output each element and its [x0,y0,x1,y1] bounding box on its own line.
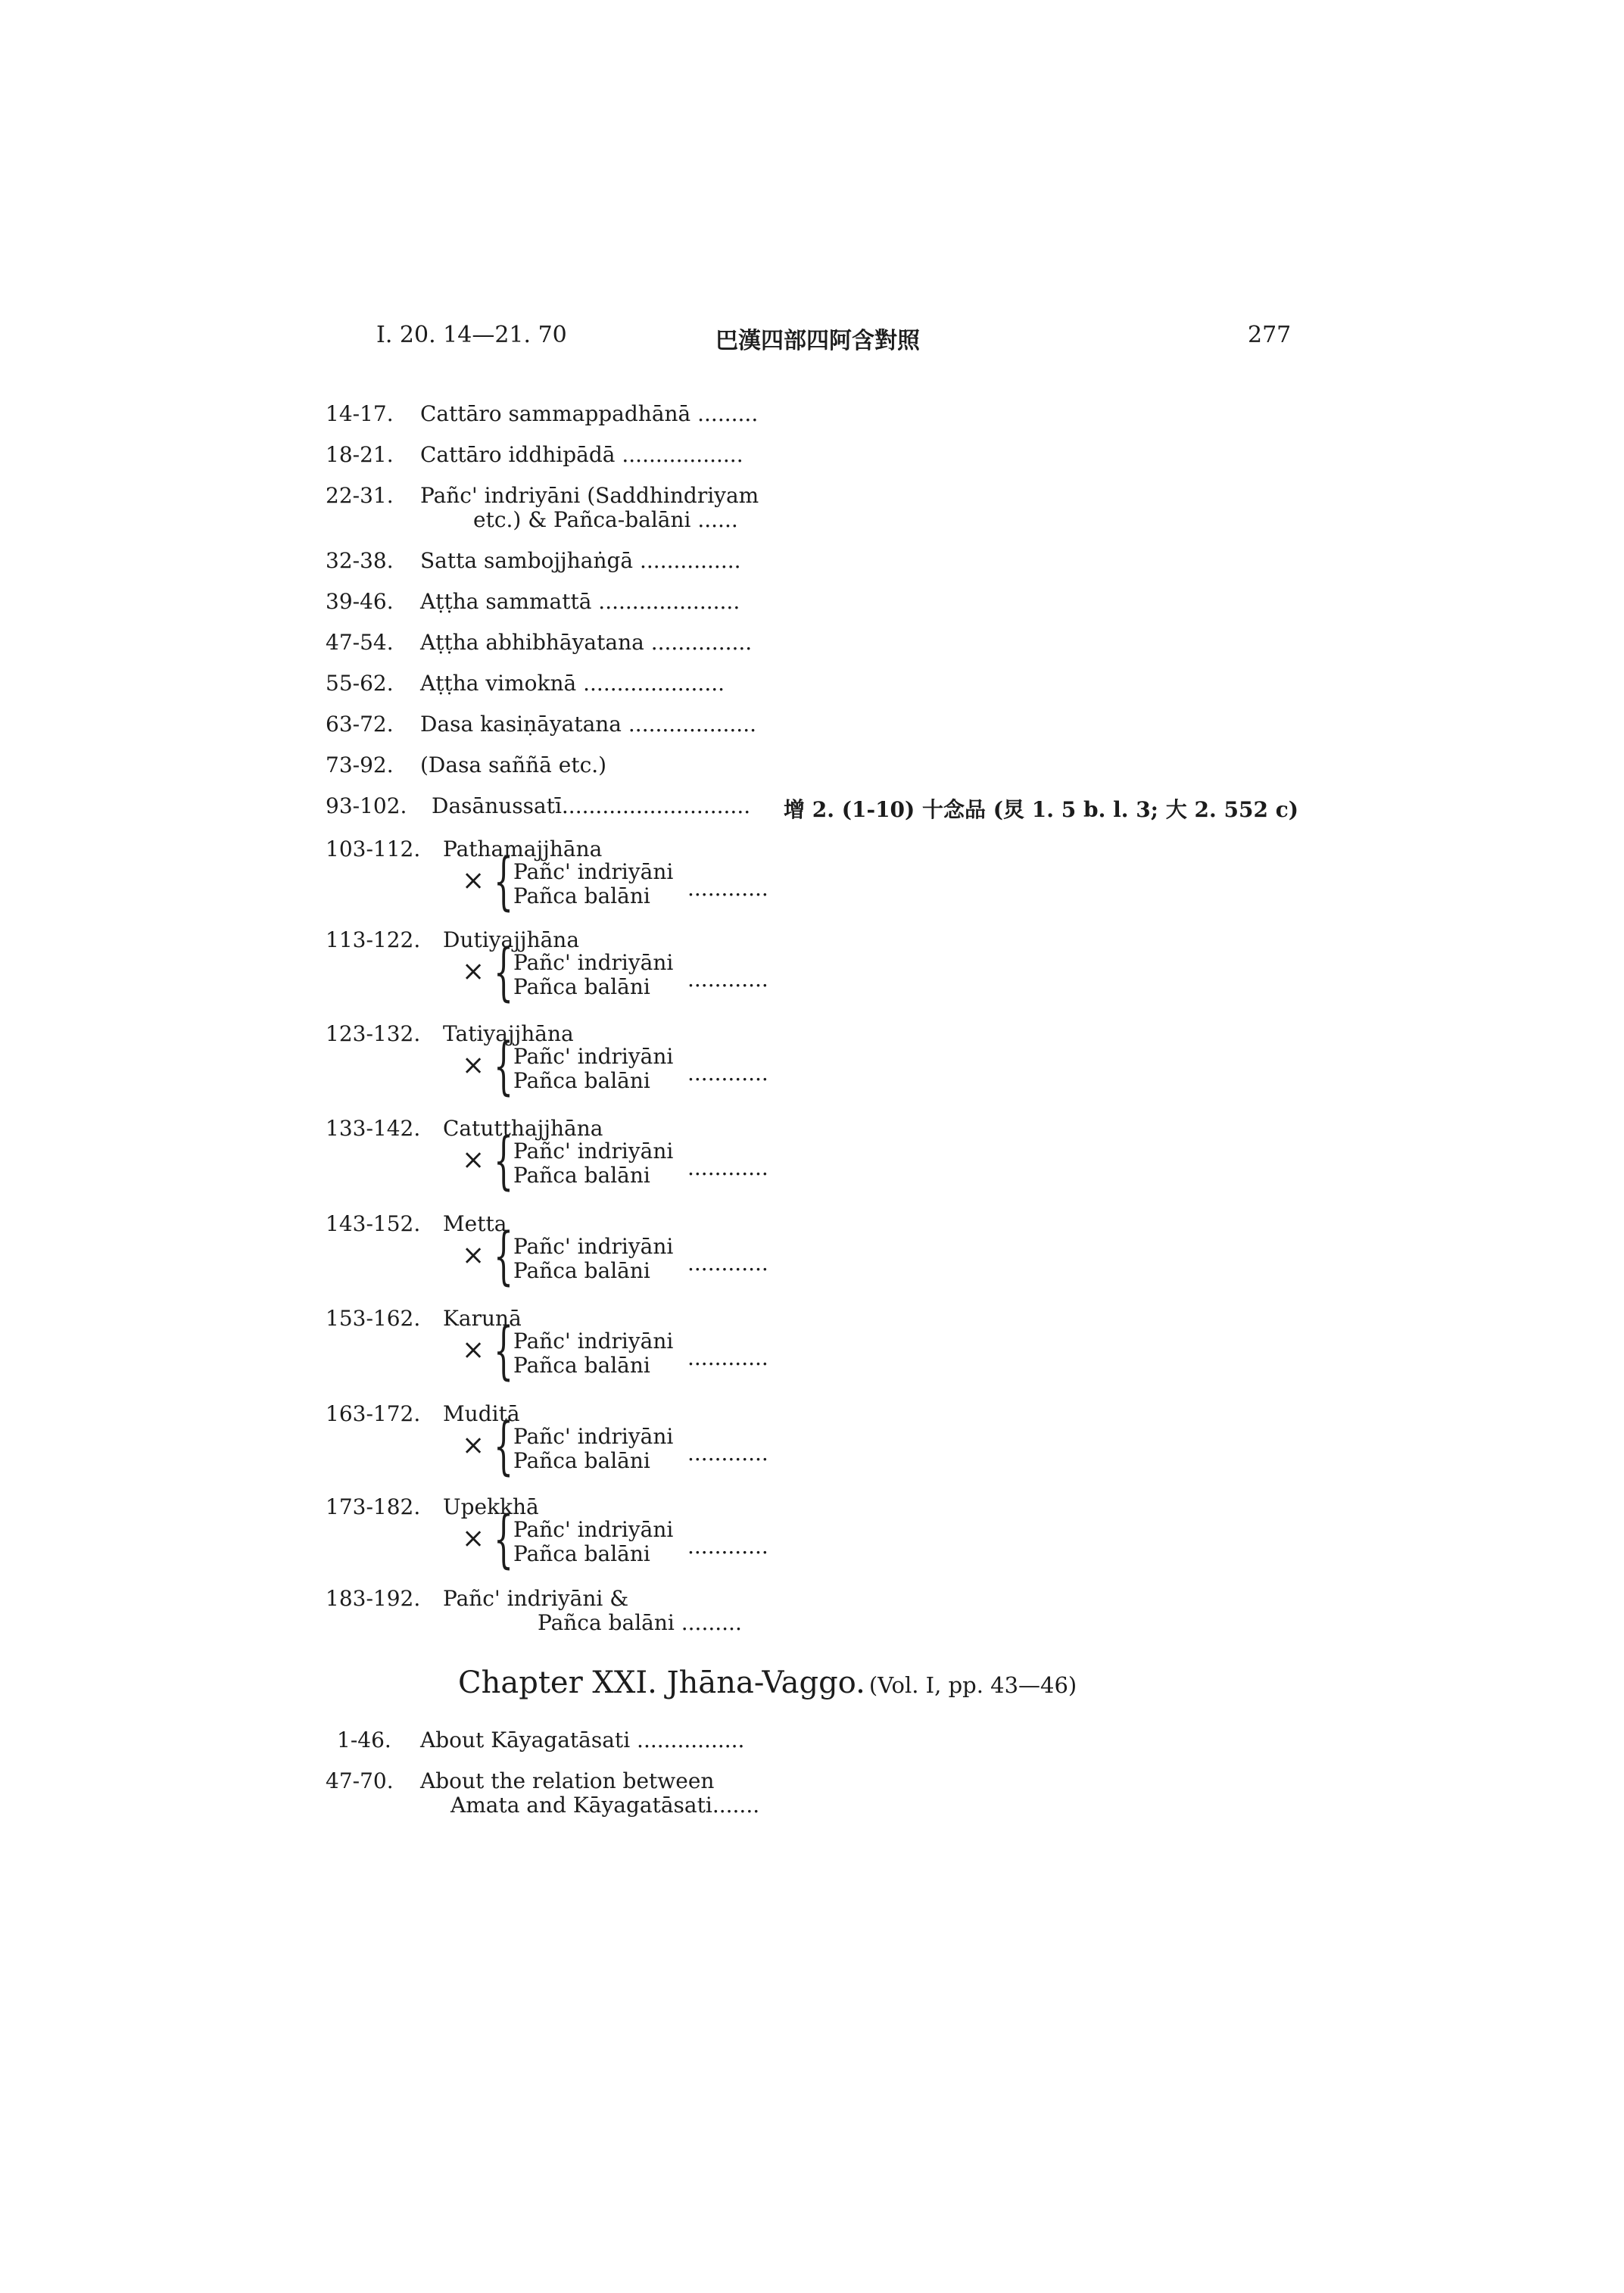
item-text-continued: Pañca balāni ......... [538,1610,742,1635]
chapter-title: Chapter XXI. Jhāna-Vaggo. [458,1665,865,1700]
cross-symbol: × [462,1145,485,1176]
item-text: Aṭṭha abhibhāyatana ............... [420,630,753,655]
leader-dots: ............ [687,1345,768,1370]
item-number: 47-70. [326,1768,394,1793]
leader-dots: ............ [687,1534,768,1559]
item-title: Dutiyajjhāna [443,927,580,952]
brace-line-a: Pañc' indriyāni [513,1044,674,1069]
item-text: Aṭṭha sammattā ..................... [420,589,740,614]
header-title: 巴漢四部四阿含對照 [715,328,920,354]
cross-symbol: × [462,865,485,896]
item-title: Catutthajjhāna [443,1116,603,1141]
brace-line-b: Pañca balāni [513,1353,650,1378]
item-text-continued: Amata and Kāyagatāsati....... [450,1793,760,1818]
brace: { [494,1030,514,1102]
item-number: 133-142. [326,1116,421,1141]
item-text: Cattāro iddhipādā .................. [420,442,743,467]
item-number: 113-122. [326,927,421,952]
item-title: Pathamajjhāna [443,837,603,861]
brace-line-a: Pañc' indriyāni [513,950,674,975]
brace-line-b: Pañca balāni [513,1258,650,1283]
brace-line-b: Pañca balāni [513,974,650,999]
brace-line-a: Pañc' indriyāni [513,859,674,884]
brace-line-b: Pañca balāni [513,1448,650,1473]
item-title: Metta [443,1211,507,1236]
item-text: Satta sambojjhaṅgā ............... [420,548,741,573]
item-number: 1-46. [337,1728,391,1752]
header-range: I. 20. 14—21. 70 [376,322,567,348]
item-text: Dasa kasiṇāyatana ................... [420,712,757,737]
chapter-heading [458,1665,1077,1700]
item-number: 93-102. [326,793,407,818]
page-number: 277 [1248,322,1292,348]
brace-line-b: Pañca balāni [513,1068,650,1093]
cross-reference: 增 2. (1-10) 十念品 (炅 1. 5 b. l. 3; 大 2. 552 c) [784,797,1298,822]
item-text: Aṭṭha vimoknā ..................... [420,671,725,696]
item-text: Pañc' indriyāni & [443,1586,629,1611]
cross-symbol: × [462,1523,485,1554]
item-text: Dasānussatī............................ [432,793,751,818]
item-title: Upekkhā [443,1494,539,1519]
item-number: 32-38. [326,548,394,573]
item-number: 14-17. [326,401,394,426]
brace: { [494,1220,514,1292]
brace: { [494,1125,514,1197]
leader-dots: ............ [687,967,768,992]
leader-dots: ............ [687,1155,768,1180]
item-number: 63-72. [326,712,394,737]
cross-symbol: × [462,1240,485,1271]
item-number: 18-21. [326,442,394,467]
item-text-continued: etc.) & Pañca-balāni ...... [473,507,738,532]
item-number: 55-62. [326,671,394,696]
cross-symbol: × [462,956,485,987]
brace-line-b: Pañca balāni [513,883,650,908]
brace: { [494,1410,514,1482]
item-number: 153-162. [326,1306,421,1331]
item-number: 103-112. [326,837,421,861]
item-number: 163-172. [326,1401,421,1426]
cross-symbol: × [462,1335,485,1366]
item-number: 22-31. [326,483,394,508]
brace-line-a: Pañc' indriyāni [513,1517,674,1542]
brace-line-a: Pañc' indriyāni [513,1234,674,1259]
brace-line-a: Pañc' indriyāni [513,1424,674,1449]
brace-line-b: Pañca balāni [513,1541,650,1566]
item-title: Tatiyajjhāna [443,1021,574,1046]
brace: { [494,1315,514,1387]
leader-dots: ............ [687,1251,768,1276]
item-number: 47-54. [326,630,394,655]
leader-dots: ............ [687,1061,768,1086]
item-text: About Kāyagatāsati ................ [420,1728,745,1752]
item-number: 73-92. [326,752,394,777]
chapter-reference: (Vol. I, pp. 43—46) [868,1672,1077,1698]
item-number: 173-182. [326,1494,421,1519]
item-title: Muditā [443,1401,520,1426]
item-text: About the relation between [420,1768,715,1793]
cross-symbol: × [462,1430,485,1461]
item-title: Karunā [443,1306,522,1331]
brace-line-a: Pañc' indriyāni [513,1329,674,1354]
item-text: Cattāro sammappadhānā ......... [420,401,759,426]
item-text: Pañc' indriyāni (Saddhindriyam [420,483,759,508]
brace: { [494,846,514,918]
item-text: (Dasa saññā etc.) [420,752,607,777]
item-number: 143-152. [326,1211,421,1236]
brace-line-a: Pañc' indriyāni [513,1139,674,1164]
cross-symbol: × [462,1050,485,1081]
brace: { [494,1503,514,1575]
leader-dots: ............ [687,876,768,901]
item-number: 183-192. [326,1586,421,1611]
leader-dots: ............ [687,1441,768,1466]
item-number: 39-46. [326,589,394,614]
brace-line-b: Pañca balāni [513,1163,650,1188]
brace: { [494,936,514,1008]
item-number: 123-132. [326,1021,421,1046]
